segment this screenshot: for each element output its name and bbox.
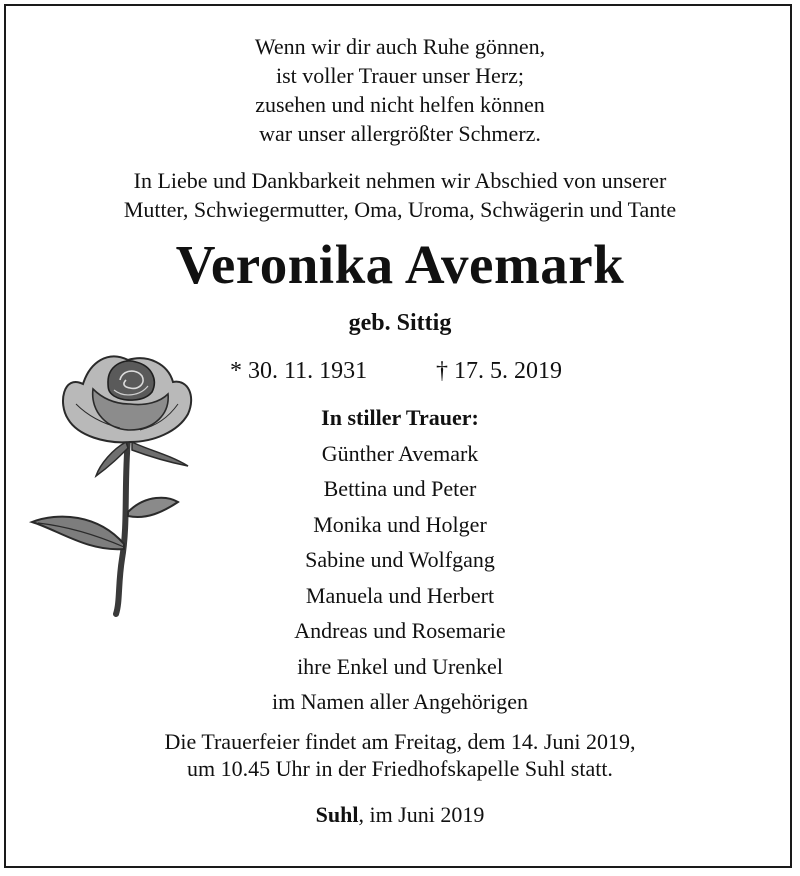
- funeral-line: Die Trauerfeier findet am Freitag, dem 14. Juni 2019,: [164, 729, 636, 754]
- mourners-list: [250, 400, 550, 720]
- poem-line: war unser allergrößter Schmerz.: [259, 121, 541, 146]
- death-date: † 17. 5. 2019: [436, 358, 562, 384]
- mourner-name: Andreas und Rosemarie: [294, 618, 506, 643]
- funeral-details: [0, 728, 800, 782]
- mourner-name: Günther Avemark: [321, 440, 479, 466]
- birth-date: * 30. 11. 1931: [230, 358, 368, 384]
- place-date-signoff: [0, 800, 800, 830]
- mourner-name: im Namen aller Angehörigen: [272, 689, 528, 714]
- mourner-name: Monika und Holger: [313, 511, 487, 537]
- intro-line: Mutter, Schwiegermutter, Oma, Uroma, Schwägerin und Tante: [123, 197, 677, 222]
- poem-line: zusehen und nicht helfen können: [255, 92, 545, 117]
- mourners-heading: In stiller Trauer:: [321, 405, 479, 430]
- rose-icon: [28, 344, 203, 619]
- deceased-name: Veronika Avemark: [175, 234, 625, 295]
- mourner-name: Sabine und Wolfgang: [305, 547, 495, 572]
- signoff-place: Suhl: [315, 802, 359, 827]
- mourner-name: Bettina und Peter: [323, 476, 477, 501]
- signoff-date: , im Juni 2019: [358, 802, 485, 827]
- farewell-intro: [0, 166, 800, 224]
- mourner-name: Manuela und Herbert: [305, 582, 495, 608]
- mourner-name: ihre Enkel und Urenkel: [297, 653, 503, 679]
- poem-line: ist voller Trauer unser Herz;: [275, 63, 525, 88]
- memorial-poem: [0, 32, 800, 148]
- maiden-name: geb. Sittig: [348, 310, 452, 336]
- intro-line: In Liebe und Dankbarkeit nehmen wir Abschied von unserer: [133, 168, 667, 193]
- funeral-line: um 10.45 Uhr in der Friedhofskapelle Suhl statt.: [187, 756, 613, 781]
- poem-line: Wenn wir dir auch Ruhe gönnen,: [254, 34, 546, 59]
